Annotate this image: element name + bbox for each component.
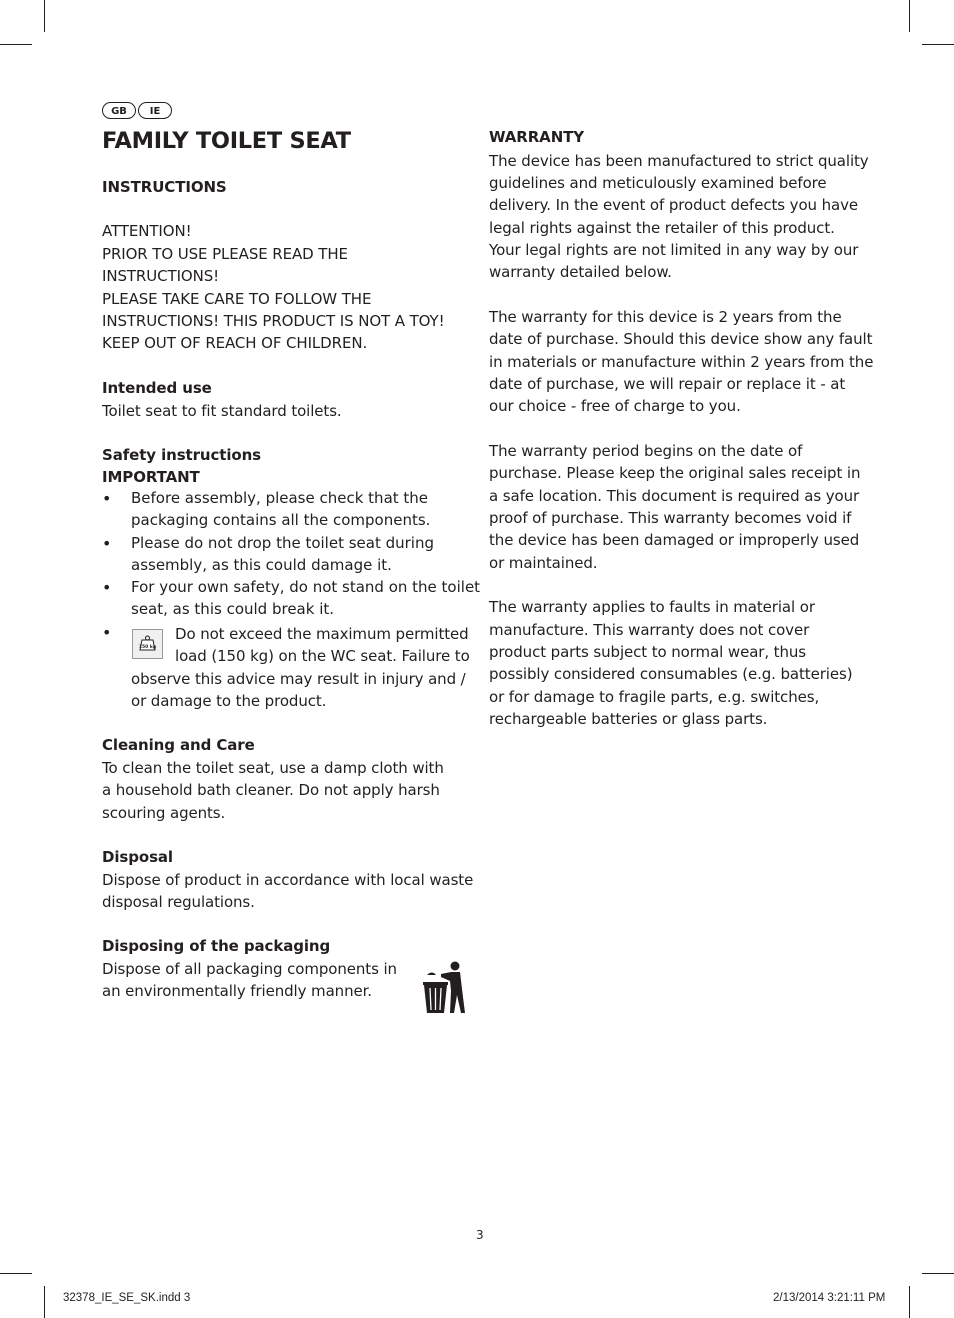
warranty-line: date of purchase, we will repair or replace it - at	[489, 375, 846, 393]
bullet-marker: •	[102, 578, 112, 597]
important-label: IMPORTANT	[102, 468, 200, 486]
warranty-line: The warranty for this device is 2 years from the	[489, 308, 842, 326]
bullet-line: For your own safety, do not stand on the toilet	[131, 578, 481, 596]
packaging-line: Dispose of all packaging components in	[102, 960, 397, 978]
warranty-line: or for damage to fragile parts, e.g. switches,	[489, 688, 820, 706]
warranty-line: rechargeable batteries or glass parts.	[489, 710, 768, 728]
warranty-line: guidelines and meticulously examined before	[489, 174, 827, 192]
attention-line: PLEASE TAKE CARE TO FOLLOW THE	[102, 290, 372, 308]
warranty-line: The warranty applies to faults in material or	[489, 598, 815, 616]
bullet-line: seat, as this could break it.	[131, 600, 335, 618]
crop-mark	[922, 44, 954, 45]
tidy-man-bin-icon	[421, 961, 467, 1019]
weight-line: or damage to the product.	[131, 692, 327, 710]
disposal-line: Dispose of product in accordance with local waste	[102, 871, 474, 889]
packaging-heading: Disposing of the packaging	[102, 937, 331, 955]
page-number: 3	[476, 1228, 484, 1242]
crop-mark	[44, 1286, 45, 1318]
cleaning-heading: Cleaning and Care	[102, 736, 255, 754]
crop-mark	[909, 0, 910, 32]
warranty-line: possibly considered consumables (e.g. batteries)	[489, 665, 853, 683]
crop-mark	[44, 0, 45, 32]
bullet-marker: •	[102, 623, 112, 642]
slug-date-info: 2/13/2014 3:21:11 PM	[773, 1292, 886, 1304]
attention-line: KEEP OUT OF REACH OF CHILDREN.	[102, 334, 368, 352]
warranty-line: date of purchase. Should this device show any fault	[489, 330, 873, 348]
cleaning-line: scouring agents.	[102, 804, 226, 822]
warranty-line: Your legal rights are not limited in any way by our	[489, 241, 859, 259]
warranty-line: in materials or manufacture within 2 years from the	[489, 353, 874, 371]
weight-limit-icon	[132, 629, 163, 659]
safety-heading: Safety instructions	[102, 446, 262, 464]
attention-line: PRIOR TO USE PLEASE READ THE	[102, 245, 348, 263]
country-badges	[102, 102, 172, 119]
attention-line: INSTRUCTIONS!	[102, 267, 220, 285]
crop-mark	[909, 1286, 910, 1318]
warranty-line: our choice - free of charge to you.	[489, 397, 741, 415]
country-badge-gb: GB	[102, 102, 136, 119]
crop-mark	[922, 1273, 954, 1274]
warranty-line: The warranty period begins on the date of	[489, 442, 803, 460]
warranty-line: or maintained.	[489, 554, 598, 572]
intended-use-text: Toilet seat to fit standard toilets.	[102, 402, 342, 420]
disposal-heading: Disposal	[102, 848, 173, 866]
bullet-line: Please do not drop the toilet seat during	[131, 534, 435, 552]
country-badge-ie: IE	[138, 102, 172, 119]
warranty-line: warranty detailed below.	[489, 263, 672, 281]
warranty-line: a safe location. This document is required as your	[489, 487, 860, 505]
warranty-line: legal rights against the retailer of this product.	[489, 219, 835, 237]
weight-line: load (150 kg) on the WC seat. Failure to	[175, 647, 470, 665]
warranty-line: proof of purchase. This warranty becomes void if	[489, 509, 852, 527]
cleaning-line: To clean the toilet seat, use a damp cloth with	[102, 759, 444, 777]
crop-mark	[0, 1273, 32, 1274]
weight-line: Do not exceed the maximum permitted	[175, 625, 469, 643]
page-title: FAMILY TOILET SEAT	[102, 128, 351, 154]
bullet-line: Before assembly, please check that the	[131, 489, 429, 507]
instructions-heading: INSTRUCTIONS	[102, 178, 227, 196]
weight-icon-label: 150 kg	[138, 645, 157, 650]
warranty-line: product parts subject to normal wear, thus	[489, 643, 806, 661]
bullet-marker: •	[102, 489, 112, 508]
slug-file-info: 32378_IE_SE_SK.indd 3	[63, 1292, 191, 1304]
warranty-line: delivery. In the event of product defects you have	[489, 196, 858, 214]
warranty-line: The device has been manufactured to strict quality	[489, 152, 869, 170]
cleaning-line: a household bath cleaner. Do not apply harsh	[102, 781, 440, 799]
bullet-line: assembly, as this could damage it.	[131, 556, 392, 574]
weight-line: observe this advice may result in injury and /	[131, 670, 466, 688]
attention-line: INSTRUCTIONS! THIS PRODUCT IS NOT A TOY!	[102, 312, 445, 330]
warranty-heading: WARRANTY	[489, 128, 585, 146]
packaging-line: an environmentally friendly manner.	[102, 982, 372, 1000]
warranty-line: the device has been damaged or improperly used	[489, 531, 860, 549]
warranty-line: purchase. Please keep the original sales receipt in	[489, 464, 861, 482]
attention-line: ATTENTION!	[102, 222, 192, 240]
warranty-line: manufacture. This warranty does not cover	[489, 621, 810, 639]
crop-mark	[0, 44, 32, 45]
intended-use-heading: Intended use	[102, 379, 212, 397]
bullet-line: packaging contains all the components.	[131, 511, 431, 529]
disposal-line: disposal regulations.	[102, 893, 255, 911]
bullet-marker: •	[102, 534, 112, 553]
